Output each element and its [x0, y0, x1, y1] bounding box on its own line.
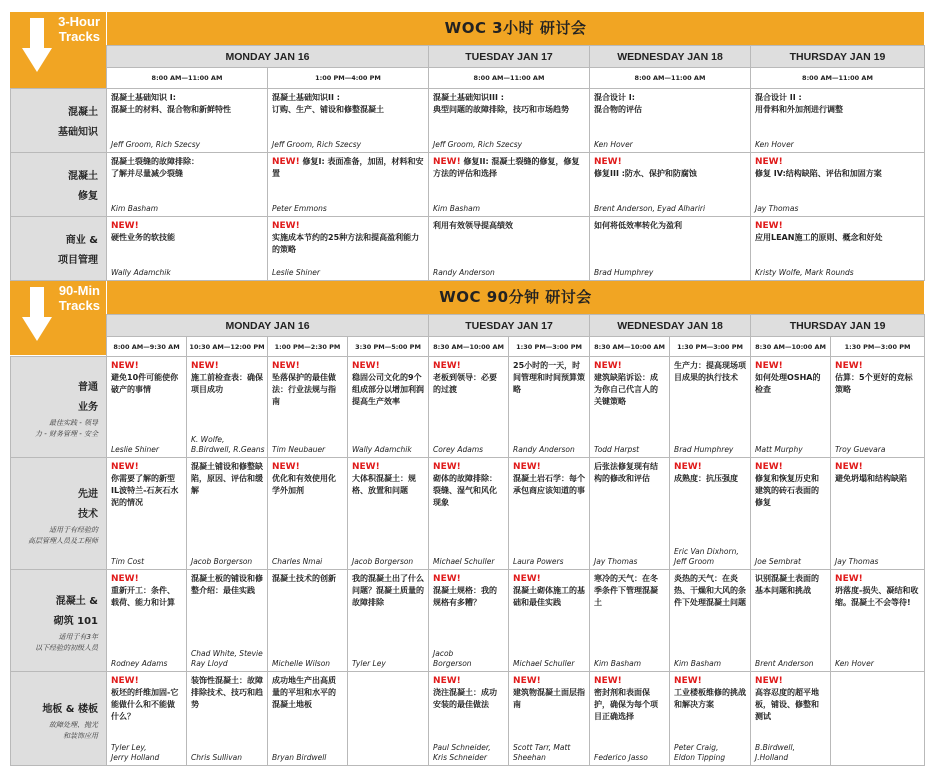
session-cell[interactable] [751, 217, 925, 281]
speaker-names: Brad Humphrey [674, 445, 734, 454]
new-badge: NEW! [755, 676, 783, 686]
new-badge: NEW! [272, 462, 300, 472]
track-row [11, 570, 925, 672]
speaker-names: Matt Murphy [755, 445, 803, 454]
session-cell[interactable] [670, 672, 751, 766]
session-cell[interactable] [509, 357, 590, 458]
session-cell[interactable] [509, 672, 590, 766]
session-title: 我的混凝土出了什么问题？混凝土质量的故障排除 [352, 574, 424, 607]
session-cell[interactable] [831, 570, 925, 672]
session-title: 混凝土基础知识 I: 混凝土的材料、混合物和新鲜特性 [111, 93, 231, 114]
session-title: 优化和有效使用化学外加剂 [272, 474, 336, 495]
session-title: 混凝土裂缝的故障排除： 了解并尽量减少裂缝 [111, 157, 199, 178]
new-badge: NEW! [594, 157, 622, 167]
track-subtitle: 适用于有经验的 高层管理人员及工程师 [28, 525, 98, 545]
session-cell[interactable] [107, 357, 187, 458]
session-title: 炎热的天气：在炎热、干燥和大风的条件下处理混凝土问题 [674, 574, 747, 607]
speaker-names: Jacob Borgerson [191, 557, 253, 566]
session-cell[interactable] [268, 89, 429, 153]
session-title: 混凝土规格：我的规格有多糟？ [433, 586, 498, 607]
session-cell[interactable] [429, 89, 590, 153]
session-cell[interactable] [590, 217, 751, 281]
speaker-names: Peter Emmons [272, 204, 327, 213]
speaker-names: Leslie Shiner [111, 445, 159, 454]
speaker-names: Charles Nmai [272, 557, 323, 566]
session-title: 硬性业务的软技能 [111, 233, 175, 242]
session-title: 修复III :防水、保护和防腐蚀 [594, 169, 697, 178]
session-title: 建筑缺陷诉讼：成为你自己代言人的关键策略 [594, 373, 659, 406]
speaker-names: Laura Powers [513, 557, 564, 566]
time-slot: 8:00 AM—11:00 AM [751, 68, 925, 89]
session-title: 混凝土技术的创新 [272, 574, 336, 583]
speaker-names: Eric Van Dixhorn, Jeff Groom [674, 547, 739, 566]
track-row [11, 217, 925, 281]
speaker-names: Randy Anderson [513, 445, 575, 454]
new-badge: NEW! [433, 462, 461, 472]
session-title: 工业楼板维修的挑战和解决方案 [674, 688, 747, 709]
track-row [11, 458, 925, 570]
speaker-names: Ken Hover [594, 140, 633, 149]
speaker-names: Kristy Wolfe, Mark Rounds [755, 268, 854, 277]
session-title: 坍落度-损失、凝结和收缩。混凝土不会等待! [835, 586, 919, 607]
time-slot: 1:30 PM—3:00 PM [509, 337, 590, 357]
track-header [11, 672, 107, 766]
ninety-min-schedule-table [10, 314, 925, 766]
day-header: MONDAY JAN 16 [107, 315, 429, 337]
speaker-names: Wally Adamchik [111, 268, 171, 277]
time-slot: 8:00 AM—11:00 AM [107, 68, 268, 89]
speaker-names: Leslie Shiner [272, 268, 320, 277]
speaker-names: Jacob Borgerson [433, 649, 472, 668]
new-badge: NEW! [433, 361, 461, 371]
new-badge: NEW! [352, 462, 380, 472]
session-cell[interactable] [590, 89, 751, 153]
session-cell[interactable] [429, 217, 590, 281]
new-badge: NEW! [594, 676, 622, 686]
speaker-names: Ken Hover [755, 140, 794, 149]
track-row [11, 89, 925, 153]
time-slot: 1:00 PM—4:00 PM [268, 68, 429, 89]
session-cell[interactable] [187, 672, 268, 766]
speaker-names: Randy Anderson [433, 268, 495, 277]
new-badge: NEW! [433, 676, 461, 686]
session-cell[interactable] [348, 357, 429, 458]
session-title: 实施成本节约的25种方法和提高盈利能力的策略 [272, 233, 420, 254]
time-slot: 8:30 AM—10:00 AM [751, 337, 831, 357]
session-title [272, 156, 424, 180]
session-cell[interactable] [268, 672, 348, 766]
time-slot: 1:30 PM—3:00 PM [831, 337, 925, 357]
three-hour-banner [106, 12, 924, 45]
track-subtitle: 适用于有3年 以下经验的初级人员 [35, 632, 98, 652]
session-cell[interactable] [670, 458, 751, 570]
new-badge: NEW! [111, 676, 139, 686]
day-header: TUESDAY JAN 17 [429, 46, 590, 68]
three-hour-title: 3-Hour Tracks [58, 14, 100, 44]
session-title: 稳固公司文化的9个组成部分以增加利润提高生产效率 [352, 373, 424, 406]
speaker-names: Jeff Groom, Rich Szecsy [111, 140, 201, 149]
session-cell[interactable] [107, 672, 187, 766]
session-title: 识别混凝土表面的基本问题和挑战 [755, 574, 820, 595]
session-cell[interactable] [751, 672, 831, 766]
track-row [11, 672, 925, 766]
day-header: THURSDAY JAN 19 [751, 315, 925, 337]
speaker-names: Jeff Groom, Rich Szecsy [433, 140, 523, 149]
session-title: 板坯的纤维加固-它能做什么和不能做什么？ [111, 688, 179, 721]
session-title: 寒冷的天气：在冬季条件下管理混凝土 [594, 574, 659, 607]
track-row [11, 357, 925, 458]
speaker-names: Tim Neubauer [272, 445, 326, 454]
session-title: 你需要了解的新型IL波特兰-石灰石水泥的情况 [111, 474, 179, 507]
new-badge: NEW! [835, 574, 863, 584]
session-cell[interactable] [187, 458, 268, 570]
track-header [11, 357, 107, 458]
session-title: 混凝土板的铺设和修整介绍：最佳实践 [191, 574, 263, 595]
speaker-names: Chris Sullivan [191, 753, 243, 762]
session-title: 25小时的一天，时间管理和时间预算策略 [513, 361, 586, 394]
new-badge: NEW! [674, 676, 702, 686]
speaker-names: Michael Schuller [433, 557, 495, 566]
day-header: WEDNESDAY JAN 18 [590, 46, 751, 68]
session-title: 避免10件可能使你破产的事情 [111, 373, 179, 394]
session-cell[interactable] [429, 458, 509, 570]
session-title: 混凝土铺设和修整缺陷，原因、评估和缓解 [191, 462, 263, 495]
speaker-names: Kim Basham [594, 659, 642, 668]
session-title: 成熟度：抗压强度 [674, 474, 739, 483]
speaker-names: Kim Basham [674, 659, 722, 668]
new-badge: NEW! [835, 462, 863, 472]
time-slot: 1:00 PM—2:30 PM [268, 337, 348, 357]
session-title: 建筑物混凝土面层指南 [513, 688, 586, 709]
track-name: 先进 技术 [78, 488, 98, 520]
session-cell[interactable] [831, 458, 925, 570]
session-cell[interactable] [268, 357, 348, 458]
new-badge: NEW! [755, 361, 783, 371]
session-cell[interactable] [268, 570, 348, 672]
new-badge: NEW! [111, 574, 139, 584]
session-cell[interactable] [751, 89, 925, 153]
session-title: 坠落保护的最佳做法：行业法规与指南 [272, 373, 336, 406]
new-badge: NEW! [755, 462, 783, 472]
session-cell[interactable] [509, 458, 590, 570]
speaker-names: Corey Adams [433, 445, 484, 454]
day-header: THURSDAY JAN 19 [751, 46, 925, 68]
session-cell[interactable] [590, 153, 751, 217]
speaker-names: Jacob Borgerson [352, 557, 414, 566]
session-title: 浇注混凝土：成功安装的最佳做法 [433, 688, 498, 709]
three-hour-schedule-table [10, 45, 925, 281]
session-title: 密封剂和表面保护，确保为每个项目正确选择 [594, 688, 659, 721]
session-cell[interactable] [751, 153, 925, 217]
speaker-names: Kim Basham [111, 204, 158, 213]
session-cell[interactable] [751, 570, 831, 672]
track-name: 商业 & 项目管理 [58, 234, 98, 266]
track-header [11, 570, 107, 672]
speaker-names: K. Wolfe, B.Birdwell, R.Geans [191, 435, 265, 454]
session-cell[interactable] [268, 458, 348, 570]
session-title: 混凝土基础知识III : 典型问题的故障排除，技巧和市场趋势 [433, 93, 569, 114]
speaker-names: Tyler Ley [352, 659, 386, 668]
speaker-names: Peter Craig, Eldon Tipping [674, 743, 726, 762]
speaker-names: Federico Jasso [594, 753, 648, 762]
time-slot: 3:30 PM—5:00 PM [348, 337, 429, 357]
time-slot: 8:00 AM—9:30 AM [107, 337, 187, 357]
time-slot: 8:00 AM—11:00 AM [429, 68, 590, 89]
session-cell[interactable] [348, 672, 429, 766]
new-badge: NEW! [111, 361, 139, 371]
session-cell[interactable] [509, 570, 590, 672]
session-cell[interactable] [429, 153, 590, 217]
session-title: 装饰性混凝土：故障排除技术、技巧和趋势 [191, 676, 263, 709]
session-title [433, 156, 585, 180]
speaker-names: Jeff Groom, Rich Szecsy [272, 140, 362, 149]
new-badge: NEW! [433, 574, 461, 584]
new-badge: NEW! [272, 221, 300, 231]
speaker-names: Brad Humphrey [594, 268, 654, 277]
session-title-text: 修复I: 表面准备，加固，材料和安置 [272, 157, 424, 178]
session-title: 如何将低效率转化为盈利 [594, 221, 682, 230]
session-cell[interactable] [429, 570, 509, 672]
speaker-names: Troy Guevara [835, 445, 886, 454]
session-cell[interactable] [348, 458, 429, 570]
speaker-names: Tim Cost [111, 557, 145, 566]
session-cell[interactable] [268, 217, 429, 281]
ninety-min-title: 90-Min Tracks [58, 283, 100, 313]
session-cell[interactable] [590, 458, 670, 570]
session-title: 重新开工：条件、载荷、能力和计算 [111, 586, 175, 607]
session-title: 修复和恢复历史和建筑的砖石表面的修复 [755, 474, 820, 507]
session-title: 混凝土岩石学：每个承包商应该知道的事 [513, 474, 586, 495]
session-title: 老板到领导：必要的过渡 [433, 373, 498, 394]
session-title: 估算：5个更好的竞标策略 [835, 373, 913, 394]
new-badge: NEW! [674, 462, 702, 472]
speaker-names: Brent Anderson [755, 659, 814, 668]
speaker-names: Tyler Ley, Jerry Holland [111, 743, 160, 762]
new-badge: NEW! [513, 462, 541, 472]
session-title-text: 修复II: 混凝土裂缝的修复，修复方法的评估和选择 [433, 157, 580, 178]
new-badge: NEW! [513, 676, 541, 686]
speaker-names: Paul Schneider, Kris Schneider [433, 743, 491, 762]
track-header [11, 89, 107, 153]
session-cell[interactable] [590, 357, 670, 458]
session-title: 避免坍塌和结构缺陷 [835, 474, 908, 483]
session-cell[interactable] [107, 458, 187, 570]
session-cell[interactable] [107, 153, 268, 217]
time-slot: 10:30 AM—12:00 PM [187, 337, 268, 357]
track-name: 混凝土 修复 [68, 170, 98, 202]
speaker-names: Jay Thomas [755, 204, 799, 213]
track-header [11, 217, 107, 281]
ninety-min-banner-title: WOC 90分钟 研讨会 [439, 288, 592, 306]
session-cell[interactable] [590, 672, 670, 766]
session-cell[interactable] [831, 672, 925, 766]
session-title: 如何处理OSHA的检查 [755, 373, 821, 394]
session-title: 混凝土砌体施工的基础和最佳实践 [513, 586, 586, 607]
track-name: 地板 & 楼板 [42, 703, 98, 715]
session-cell[interactable] [670, 570, 751, 672]
new-badge: NEW! [433, 157, 461, 167]
track-row [11, 153, 925, 217]
session-cell[interactable] [831, 357, 925, 458]
ninety-min-banner [106, 281, 924, 314]
track-header [11, 458, 107, 570]
session-cell[interactable] [107, 89, 268, 153]
time-slot: 8:30 AM—10:00 AM [429, 337, 509, 357]
session-cell[interactable] [187, 570, 268, 672]
new-badge: NEW! [835, 361, 863, 371]
new-badge: NEW! [272, 157, 300, 167]
track-header [11, 153, 107, 217]
session-cell[interactable] [429, 357, 509, 458]
new-badge: NEW! [755, 157, 783, 167]
track-name: 普通 业务 [78, 382, 98, 413]
session-cell[interactable] [670, 357, 751, 458]
speaker-names: Joe Sembrat [755, 557, 801, 566]
track-name: 混凝土 & 砌筑 101 [53, 595, 98, 627]
new-badge: NEW! [111, 221, 139, 231]
speaker-names: Michelle Wilson [272, 659, 331, 668]
session-title: 修复 IV:结构缺陷、评估和加固方案 [755, 169, 882, 178]
session-cell[interactable] [590, 570, 670, 672]
three-hour-banner-title: WOC 3小时 研讨会 [444, 19, 587, 37]
speaker-names: Bryan Birdwell [272, 753, 327, 762]
session-title: 砌体的故障排除：裂缝、湿气和风化现象 [433, 474, 498, 507]
session-title: 利用有效领导提高绩效 [433, 221, 513, 230]
day-header: MONDAY JAN 16 [107, 46, 429, 68]
speaker-names: Wally Adamchik [352, 445, 412, 454]
speaker-names: Michael Schuller [513, 659, 575, 668]
time-slot: 8:30 AM—10:00 AM [590, 337, 670, 357]
session-title: 高容忍度的超平地板，铺设、修整和测试 [755, 688, 820, 721]
speaker-names: B.Birdwell, J.Holland [755, 743, 795, 762]
new-badge: NEW! [594, 361, 622, 371]
top-strip [0, 0, 936, 12]
session-title: 应用LEAN施工的原则、概念和好处 [755, 233, 883, 242]
session-cell[interactable] [107, 570, 187, 672]
speaker-names: Todd Harpst [594, 445, 640, 454]
speaker-names: Jay Thomas [835, 557, 879, 566]
session-cell[interactable] [348, 570, 429, 672]
speaker-names: Brent Anderson, Eyad Alhariri [594, 204, 706, 213]
time-slot: 1:30 PM—3:00 PM [670, 337, 751, 357]
session-title: 混合设计 II : 用骨料和外加剂进行调整 [755, 93, 843, 114]
track-name: 混凝土 基础知识 [58, 106, 98, 138]
speaker-names: Rodney Adams [111, 659, 168, 668]
speaker-names: Scott Tarr, Matt Sheehan [513, 743, 571, 762]
speaker-names: Chad White, Stevie Ray Lloyd [191, 649, 263, 668]
time-slot: 8:00 AM—11:00 AM [590, 68, 751, 89]
session-cell[interactable] [107, 217, 268, 281]
session-cell[interactable] [187, 357, 268, 458]
new-badge: NEW! [513, 574, 541, 584]
session-title: 混合设计 I: 混合物的评估 [594, 93, 642, 114]
day-header: WEDNESDAY JAN 18 [590, 315, 751, 337]
session-cell[interactable] [751, 357, 831, 458]
new-badge: NEW! [272, 361, 300, 371]
session-cell[interactable] [268, 153, 429, 217]
session-cell[interactable] [429, 672, 509, 766]
session-title: 后张法修复现有结构的修改和评估 [594, 462, 659, 483]
speaker-names: Kim Basham [433, 204, 480, 213]
new-badge: NEW! [111, 462, 139, 472]
session-title: 生产力：提高现场项目成果的执行技术 [674, 361, 747, 382]
session-title: 混凝土基础知识II : 订购、生产、铺设和修整混凝土 [272, 93, 384, 114]
new-badge: NEW! [352, 361, 380, 371]
session-title: 大体积混凝土：规格、放置和问题 [352, 474, 416, 495]
session-title: 成功地生产出高质量的平坦和水平的混凝土地板 [272, 676, 336, 709]
new-badge: NEW! [191, 361, 219, 371]
new-badge: NEW! [755, 221, 783, 231]
track-subtitle: 最佳实践 - 领导 力 - 财务管理 - 安全 [35, 419, 98, 438]
speaker-names: Ken Hover [835, 659, 874, 668]
session-title: 施工前检查表：确保项目成功 [191, 373, 263, 394]
track-subtitle: 故障处理、抛光 和装饰应用 [49, 720, 98, 740]
session-cell[interactable] [751, 458, 831, 570]
day-header: TUESDAY JAN 17 [429, 315, 590, 337]
speaker-names: Jay Thomas [594, 557, 638, 566]
